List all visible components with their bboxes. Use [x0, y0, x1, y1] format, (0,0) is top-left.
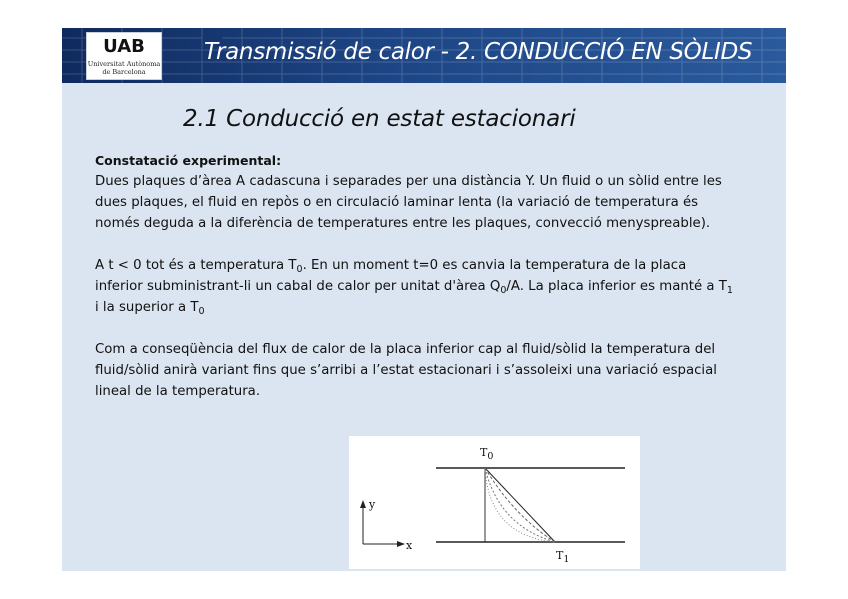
linear-profile: [485, 468, 555, 542]
bottom-plate-label-text: T: [556, 549, 564, 562]
bottom-plate-label-sub: 1: [563, 554, 570, 565]
slide-header: [62, 28, 786, 83]
figure-drawing: [349, 436, 640, 569]
top-plate-label: [480, 446, 494, 462]
paragraph-2-sub-1: 0: [296, 264, 303, 275]
logo-subtitle-line2: de Barcelona: [102, 68, 146, 76]
x-axis-label: x: [406, 539, 413, 552]
paragraph-2-sub-3: 1: [726, 285, 733, 296]
temperature-profile-figure: [349, 436, 640, 569]
paragraph-2-sub-2: 0: [500, 285, 507, 296]
paragraph-2-sub-4: 0: [198, 306, 205, 317]
paragraph-2-part-2: . En un moment t=0 es canvia la temperatura de la placa inferior subministrant-li un cabal de calor per unitat d'àrea Q: [95, 258, 687, 294]
paragraph-2-part-3: /A. La placa inferior es manté a T: [506, 279, 727, 294]
y-axis-arrow: [360, 500, 366, 508]
paragraph-2-part-1: A t < 0 tot és a temperatura T: [95, 258, 297, 273]
logo-subtitle: [87, 60, 161, 76]
paragraph-3: Com a conseqüència del flux de calor de la placa inferior cap al fluid/sòlid la temperatura del fluid/sòlid anirà variant fins que s’arribi a l’estat estacionari i s’assoleixi una variació espacial lineal de la temperatura.: [95, 342, 717, 399]
header-title: Transmissió de calor - 2. CONDUCCIÓ EN SÒLIDS: [204, 39, 753, 65]
subheading: Constatació experimental:: [95, 153, 282, 168]
paragraph-1: Dues plaques d’àrea A cadascuna i separades per una distància Y. Un fluid o un sòlid entre les dues plaques, el fluid en repòs o en circulació laminar lenta (la variació de temperatura és només deguda a la diferència de temperatures entre les plaques, convecció menyspreable).: [95, 174, 722, 231]
logo-mark: UAB: [103, 36, 145, 57]
slide: [62, 28, 786, 571]
top-plate-label-sub: 0: [487, 451, 494, 462]
paragraph-2: [95, 255, 735, 318]
logo-subtitle-line1: Universitat Autònoma: [87, 60, 161, 68]
x-axis-arrow: [397, 541, 405, 547]
body-text: [95, 150, 735, 402]
y-axis-label: y: [369, 498, 376, 511]
paragraph-2-part-4: i la superior a T: [95, 300, 199, 315]
uab-logo: [86, 32, 162, 80]
section-title: 2.1 Conducció en estat estacionari: [183, 106, 576, 132]
top-plate-label-text: T: [480, 446, 488, 459]
bottom-plate-label: [556, 549, 570, 565]
